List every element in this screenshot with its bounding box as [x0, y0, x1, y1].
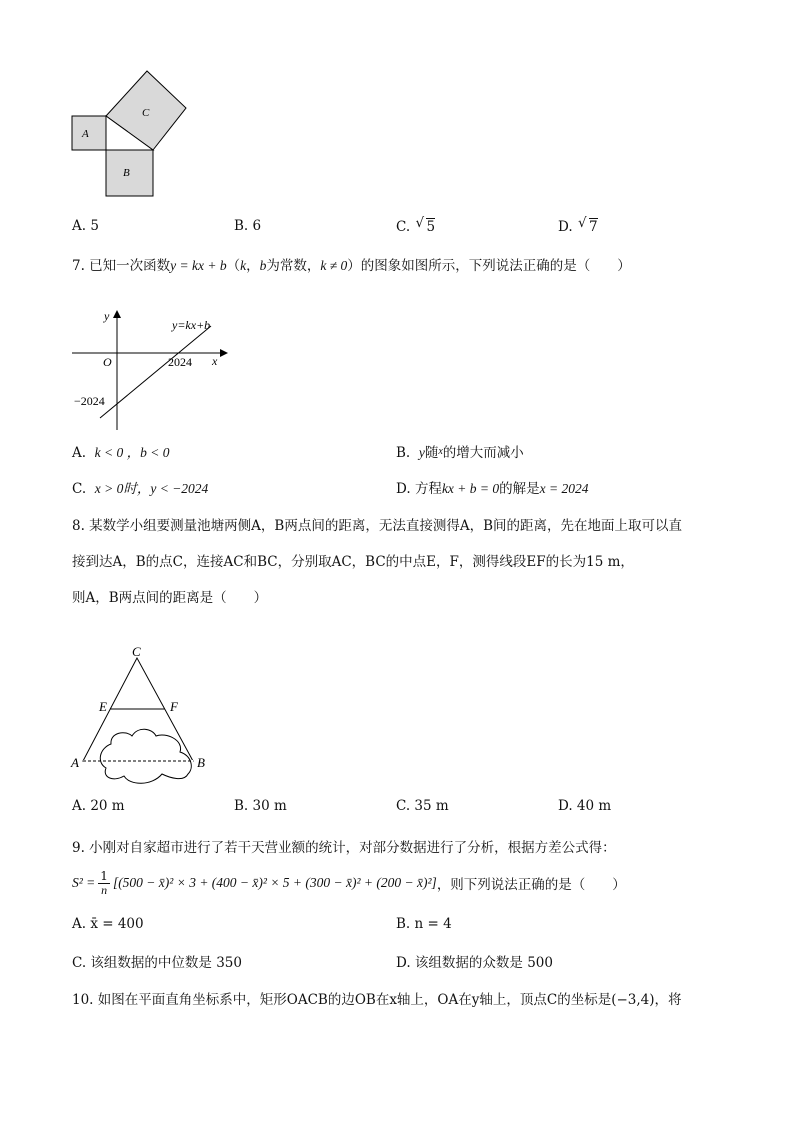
label-c: C: [142, 107, 150, 119]
q8-option-a: A. 20 m: [72, 798, 125, 814]
fraction-1-over-n: $\frac{1}{n}$: [100, 868, 108, 897]
q7-linear-function-graph: [66, 305, 236, 435]
x-axis-label: x: [212, 354, 218, 368]
label-a: A: [71, 755, 79, 770]
sqrt-5: √ 5: [415, 215, 436, 235]
label-c: C: [132, 644, 141, 659]
q8-stem-line-2: 接到达A，B的点C，连接AC和BC，分别取AC，BC的中点E，F，测得线段EF的长为15 m，: [72, 554, 634, 570]
q9-option-d: D. 该组数据的众数是 500: [396, 955, 553, 971]
origin-label: O: [103, 355, 112, 369]
sqrt-7: √ 7: [577, 215, 598, 235]
square-a: [72, 116, 106, 150]
q7-option-d: D. 方程kx + b = 0的解是x = 2024: [396, 481, 589, 497]
label-b: B: [197, 755, 205, 770]
q6-option-a: A. 5: [72, 218, 99, 234]
q9-option-c: C. 该组数据的中位数是 350: [72, 955, 242, 971]
q7-stem: 7. 已知一次函数y = kx + b（k，b为常数，k ≠ 0）的图象如图所示，下列说法正确的是（ ）: [72, 258, 631, 274]
x-axis-arrow: [220, 349, 228, 357]
q8-option-c: C. 35 m: [396, 798, 449, 814]
q10-stem-line-1: 10. 如图在平面直角坐标系中，矩形OACB的边OB在x轴上，OA在y轴上，顶点C的坐标是(−3,4)，将: [72, 992, 682, 1008]
q6-squares-figure: [66, 66, 196, 202]
q6-option-c: C. √ 5: [396, 215, 436, 235]
q7-option-b: B. y随$^x$的增大而减小: [396, 445, 524, 461]
q7-option-c: C. x > 0时，y < −2024: [72, 481, 209, 497]
q9-stem-line-1: 9. 小刚对自家超市进行了若干天营业额的统计，对部分数据进行了分析，根据方差公式得：: [72, 840, 616, 856]
q7-option-a: A. k < 0 ，b < 0: [72, 445, 170, 461]
label-e: E: [99, 699, 107, 714]
q8-option-b: B. 30 m: [234, 798, 287, 814]
q8-option-d: D. 40 m: [558, 798, 612, 814]
q8-stem-line-1: 8. 某数学小组要测量池塘两侧A，B两点间的距离，无法直接测得A，B间的距离，先在地面上取可以直: [72, 518, 683, 534]
pond-outline: [100, 729, 191, 783]
q8-stem-line-3: 则A，B两点间的距离是（ ）: [72, 590, 268, 606]
q8-triangle-pond-figure: [66, 640, 216, 790]
label-b: B: [123, 167, 130, 179]
x-intercept-label: 2024: [168, 355, 192, 369]
q9-option-a: A. x̄ = 400: [72, 916, 144, 932]
y-axis-label: y: [104, 309, 110, 323]
q6-option-b: B. 6: [234, 218, 262, 234]
label-f: F: [170, 699, 178, 714]
q9-variance-formula: S² = $\frac{1}{n}$ [(500 − x̄)² × 3 + (400 − x̄)² × 5 + (300 − x̄)² + (200 − x̄)²] ，则下列说法正确的是（ ）: [72, 868, 626, 897]
y-intercept-label: −2024: [74, 394, 105, 408]
q9-option-b: B. n = 4: [396, 916, 452, 932]
label-a: A: [82, 128, 89, 140]
line-label: y=kx+b: [172, 318, 211, 332]
y-axis-arrow: [113, 310, 121, 318]
q6-option-d: D. √ 7: [558, 215, 598, 235]
